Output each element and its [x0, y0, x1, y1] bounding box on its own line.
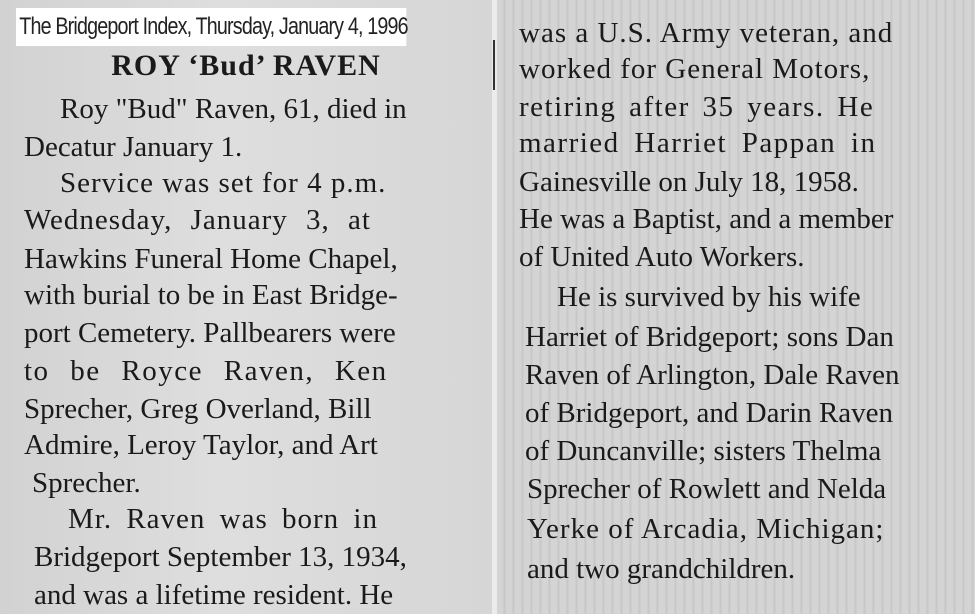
text-line: Yerke of Arcadia, Michigan;	[527, 513, 885, 545]
text-line: retiring after 35 years. He	[519, 91, 875, 123]
text-line: Harriet of Bridgeport; sons Dan	[525, 321, 894, 353]
text-line: Service was set for 4 p.m.	[60, 167, 387, 199]
text-line: Wednesday, January 3, at	[24, 204, 371, 236]
text-line: He was a Baptist, and a member	[519, 203, 894, 235]
text-line: married Harriet Pappan in	[519, 127, 877, 159]
text-line: with burial to be in East Bridge-	[24, 279, 398, 311]
text-line: and was a lifetime resident. He	[34, 579, 394, 611]
text-line: was a U.S. Army veteran, and	[519, 17, 894, 49]
text-line: of Bridgeport, and Darin Raven	[525, 397, 894, 429]
text-line: Gainesville on July 18, 1958.	[519, 166, 859, 198]
text-line: Decatur January 1.	[24, 131, 243, 163]
text-line: Sprecher, Greg Overland, Bill	[24, 393, 372, 425]
right-column	[497, 0, 975, 614]
text-line: Bridgeport September 13, 1934,	[34, 541, 407, 573]
text-line: Hawkins Funeral Home Chapel,	[24, 243, 398, 275]
text-line: of United Auto Workers.	[519, 241, 805, 273]
text-line: Sprecher of Rowlett and Nelda	[527, 473, 887, 505]
text-line: Raven of Arlington, Dale Raven	[525, 359, 900, 391]
text-line: Admire, Leroy Taylor, and Art	[24, 429, 378, 461]
text-line: port Cemetery. Pallbearers were	[24, 317, 396, 349]
text-line: of Duncanville; sisters Thelma	[525, 435, 882, 467]
text-line: Mr. Raven was born in	[68, 503, 378, 535]
dateline: The Bridgeport Index, Thursday, January 4, 1996	[16, 8, 406, 46]
obituary-headline: ROY ‘Bud’ RAVEN	[111, 49, 381, 82]
text-line: and two grandchildren.	[527, 553, 796, 585]
text-line: Roy "Bud" Raven, 61, died in	[60, 93, 407, 125]
text-line: He is survived by his wife	[557, 281, 861, 313]
text-line: Sprecher.	[32, 467, 141, 499]
text-line: worked for General Motors,	[519, 53, 871, 85]
text-line: to be Royce Raven, Ken	[24, 355, 388, 387]
